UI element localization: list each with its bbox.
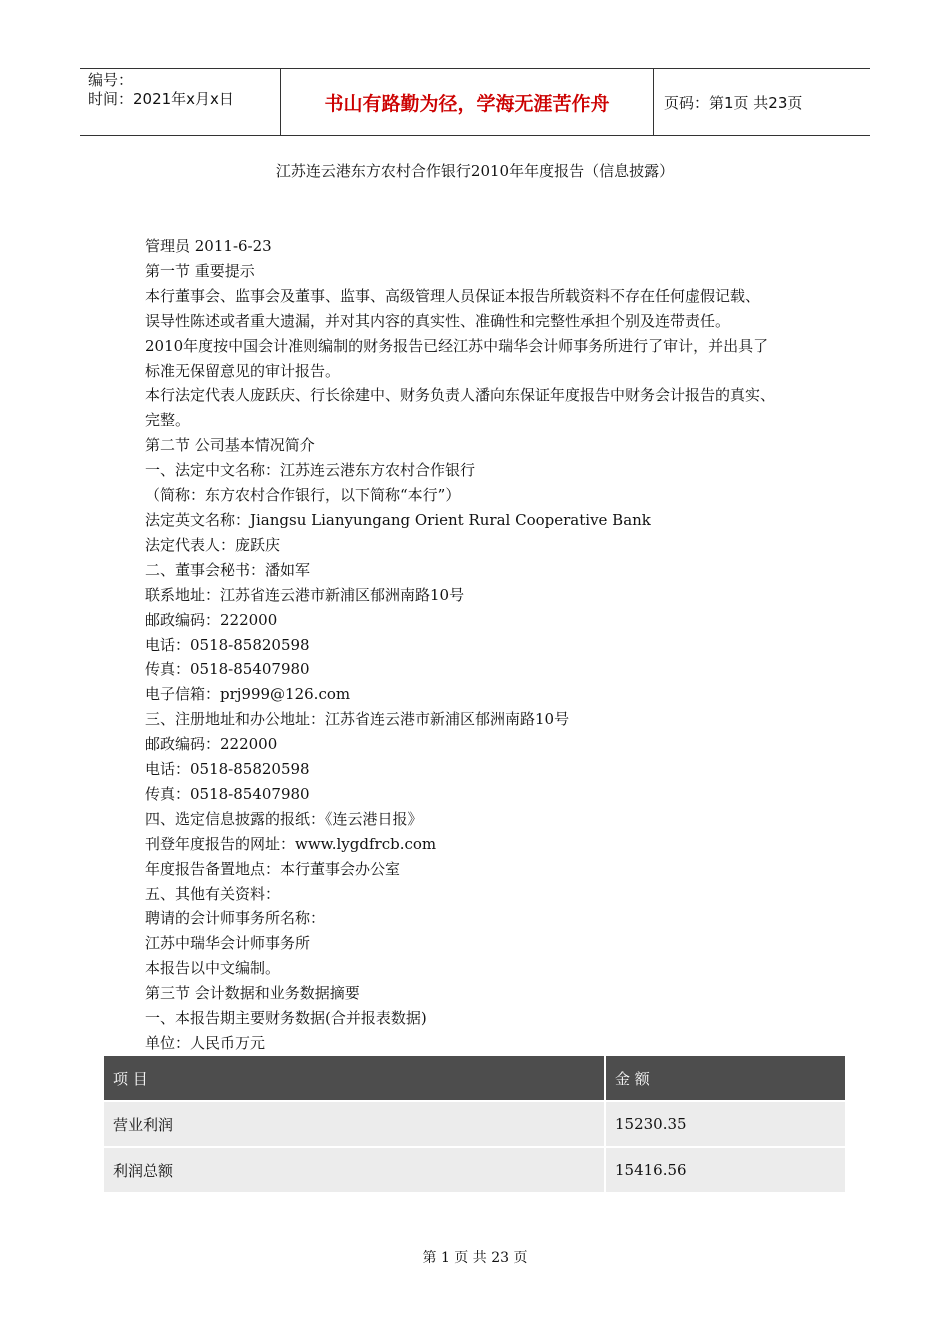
page-footer: 第 1 页 共 23 页	[422, 1250, 528, 1266]
header-meta	[80, 69, 281, 135]
document-title: 江苏连云港东方农村合作银行2010年年度报告（信息披露）	[275, 162, 675, 180]
body-line: 2010年度按中国会计准则编制的财务报告已经江苏中瑞华会计师事务所进行了审计，并出具了	[145, 336, 769, 355]
body-line: 标准无保留意见的审计报告。	[145, 361, 341, 380]
document-number-label: 编号：	[88, 71, 134, 89]
body-line: 本行法定代表人庞跃庆、行长徐建中、财务负责人潘向东保证年度报告中财务会计报告的真实、	[145, 386, 776, 405]
page-header	[80, 68, 870, 136]
table-row	[104, 1102, 845, 1146]
document-time-label: 时间：2021年x月x日	[88, 90, 234, 108]
body-line: 邮政编码：222000	[145, 610, 278, 629]
column-header-item: 项 目	[104, 1056, 606, 1100]
column-header-amount: 金 额	[606, 1056, 845, 1100]
body-line: 电话：0518-85820598	[145, 635, 310, 654]
body-line: 二、董事会秘书：潘如军	[145, 560, 311, 579]
body-line: 本报告以中文编制。	[145, 959, 281, 978]
document-body	[145, 234, 825, 1056]
body-line: 第三节 会计数据和业务数据摘要	[145, 984, 360, 1003]
body-line: 刊登年度报告的网址：www.lygdfrcb.com	[145, 834, 437, 853]
body-line: 传真：0518-85407980	[145, 660, 310, 679]
body-line: 一、本报告期主要财务数据(合并报表数据)	[145, 1009, 427, 1028]
body-line: 邮政编码：222000	[145, 735, 278, 754]
body-line: 年度报告备置地点：本行董事会办公室	[145, 859, 401, 878]
body-line: 电话：0518-85820598	[145, 760, 310, 779]
financial-data-table	[104, 1054, 845, 1194]
body-line: 江苏中瑞华会计师事务所	[145, 934, 311, 953]
table-cell-item: 营业利润	[104, 1102, 606, 1146]
table-cell-amount: 15416.56	[606, 1148, 845, 1192]
header-page-info: 页码：第1页 共23页	[664, 93, 803, 112]
body-line: （简称：东方农村合作银行，以下简称“本行”）	[145, 486, 461, 505]
body-line: 完整。	[145, 411, 191, 430]
table-cell-item: 利润总额	[104, 1148, 606, 1192]
table-cell-amount: 15230.35	[606, 1102, 845, 1146]
body-line: 管理员 2011-6-23	[145, 237, 272, 255]
body-line: 第二节 公司基本情况简介	[145, 436, 315, 455]
body-line: 第一节 重要提示	[145, 261, 255, 280]
body-line: 电子信箱：prj999@126.com	[145, 685, 351, 704]
body-line: 聘请的会计师事务所名称：	[145, 909, 326, 928]
body-line: 单位：人民币万元	[145, 1034, 266, 1052]
body-line: 联系地址：江苏省连云港市新浦区郁洲南路10号	[145, 585, 465, 604]
body-line: 四、选定信息披露的报纸：《连云港日报》	[145, 809, 423, 828]
body-line: 传真：0518-85407980	[145, 784, 310, 803]
body-line: 法定代表人：庞跃庆	[145, 535, 281, 554]
header-motto: 书山有路勤为径，学海无涯苦作舟	[281, 69, 654, 135]
table-header-row	[104, 1056, 845, 1100]
body-line: 三、注册地址和办公地址：江苏省连云港市新浦区郁洲南路10号	[145, 710, 570, 729]
body-line: 本行董事会、监事会及董事、监事、高级管理人员保证本报告所载资料不存在任何虚假记载、	[145, 286, 761, 305]
body-line: 一、法定中文名称：江苏连云港东方农村合作银行	[145, 461, 476, 480]
body-line: 法定英文名称：Jiangsu Lianyungang Orient Rural Cooperative Bank	[145, 510, 651, 529]
table-row	[104, 1148, 845, 1192]
body-line: 五、其他有关资料：	[145, 884, 281, 903]
body-line: 误导性陈述或者重大遗漏，并对其内容的真实性、准确性和完整性承担个别及连带责任。	[145, 311, 731, 330]
